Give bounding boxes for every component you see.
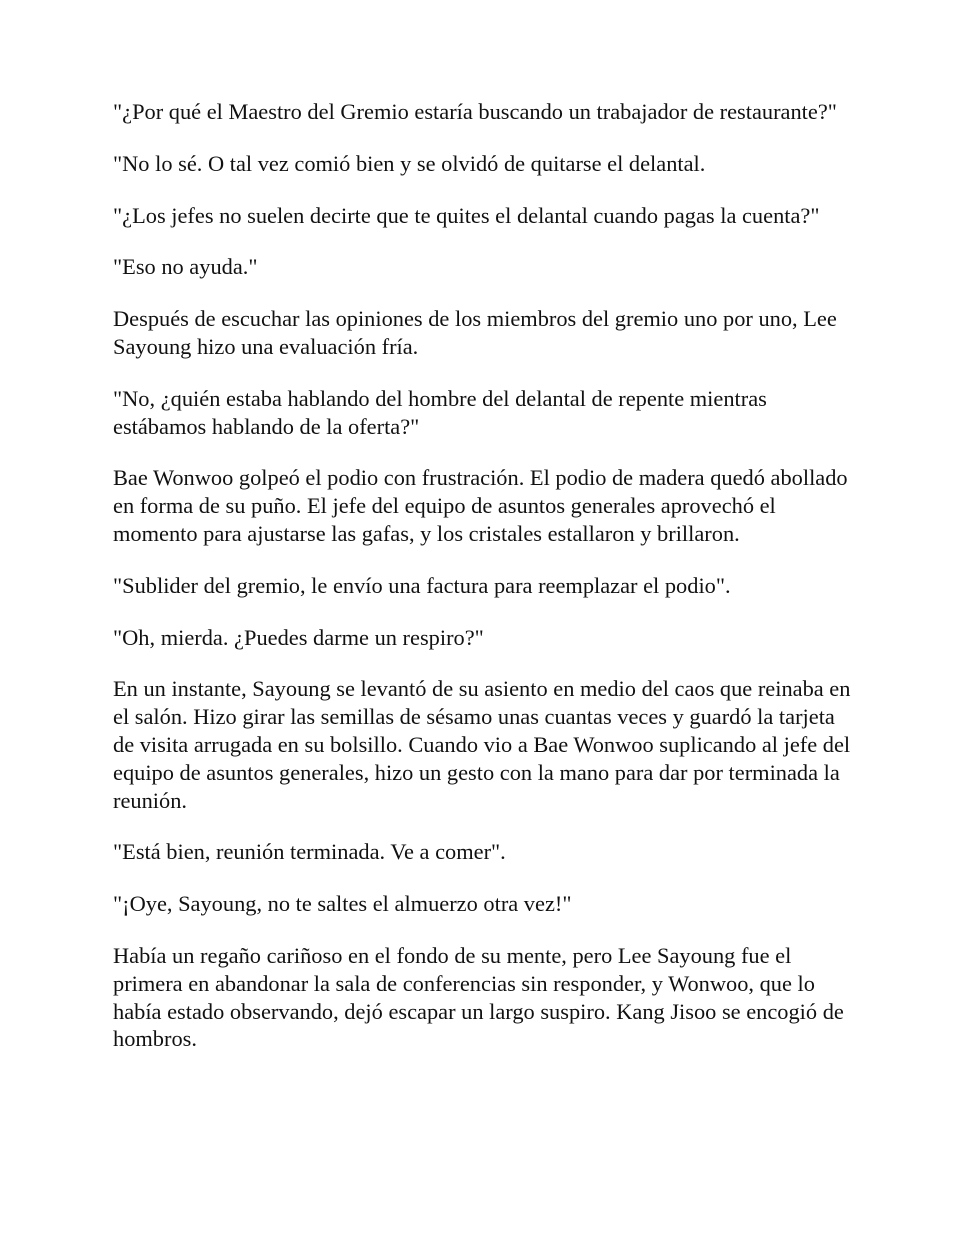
paragraph-10: En un instante, Sayoung se levantó de su asiento en medio del caos que reinaba en el salón. Hizo girar las semillas de sésamo unas cuantas veces y guardó la tarjeta de visita arrugada en su bolsillo. Cuando vio a Bae Wonwoo suplicando al jefe del equipo de asuntos generales, hizo un gesto con la mano para dar por terminada la reunión. (113, 676, 851, 813)
paragraph-12: "¡Oye, Sayoung, no te saltes el almuerzo otra vez!" (113, 891, 572, 917)
paragraph-5: Después de escuchar las opiniones de los miembros del gremio uno por uno, Lee Sayoung hizo una evaluación fría. (113, 306, 837, 359)
paragraph-2: "No lo sé. O tal vez comió bien y se olvidó de quitarse el delantal. (113, 150, 706, 176)
paragraph-8: "Sublider del gremio, le envío una factura para reemplazar el podio". (113, 572, 731, 598)
paragraph-1: "¿Por qué el Maestro del Gremio estaría buscando un trabajador de restaurante?" (113, 99, 837, 124)
paragraph-7: Bae Wonwoo golpeó el podio con frustración. El podio de madera quedó abollado en forma de su puño. El jefe del equipo de asuntos generales aprovechó el momento para ajustarse las gafas, y los cristales estallaron y brillaron. (113, 465, 848, 546)
paragraph-3: "¿Los jefes no suelen decirte que te quites el delantal cuando pagas la cuenta?" (113, 202, 820, 228)
paragraph-11: "Está bien, reunión terminada. Ve a comer". (113, 839, 506, 865)
paragraph-6: "No, ¿quién estaba hablando del hombre del delantal de repente mientras estábamos hablando de la oferta?" (113, 385, 767, 439)
paragraph-13: Había un regaño cariñoso en el fondo de su mente, pero Lee Sayoung fue el primera en abandonar la sala de conferencias sin responder, y Wonwoo, que lo había estado observando, dejó escapar un largo suspiro. Kang Jisoo se encogió de hombros. (113, 942, 844, 1052)
paragraph-4: "Eso no ayuda." (113, 254, 258, 280)
paragraph-9: "Oh, mierda. ¿Puedes darme un respiro?" (113, 624, 484, 650)
document-page (113, 98, 853, 1077)
